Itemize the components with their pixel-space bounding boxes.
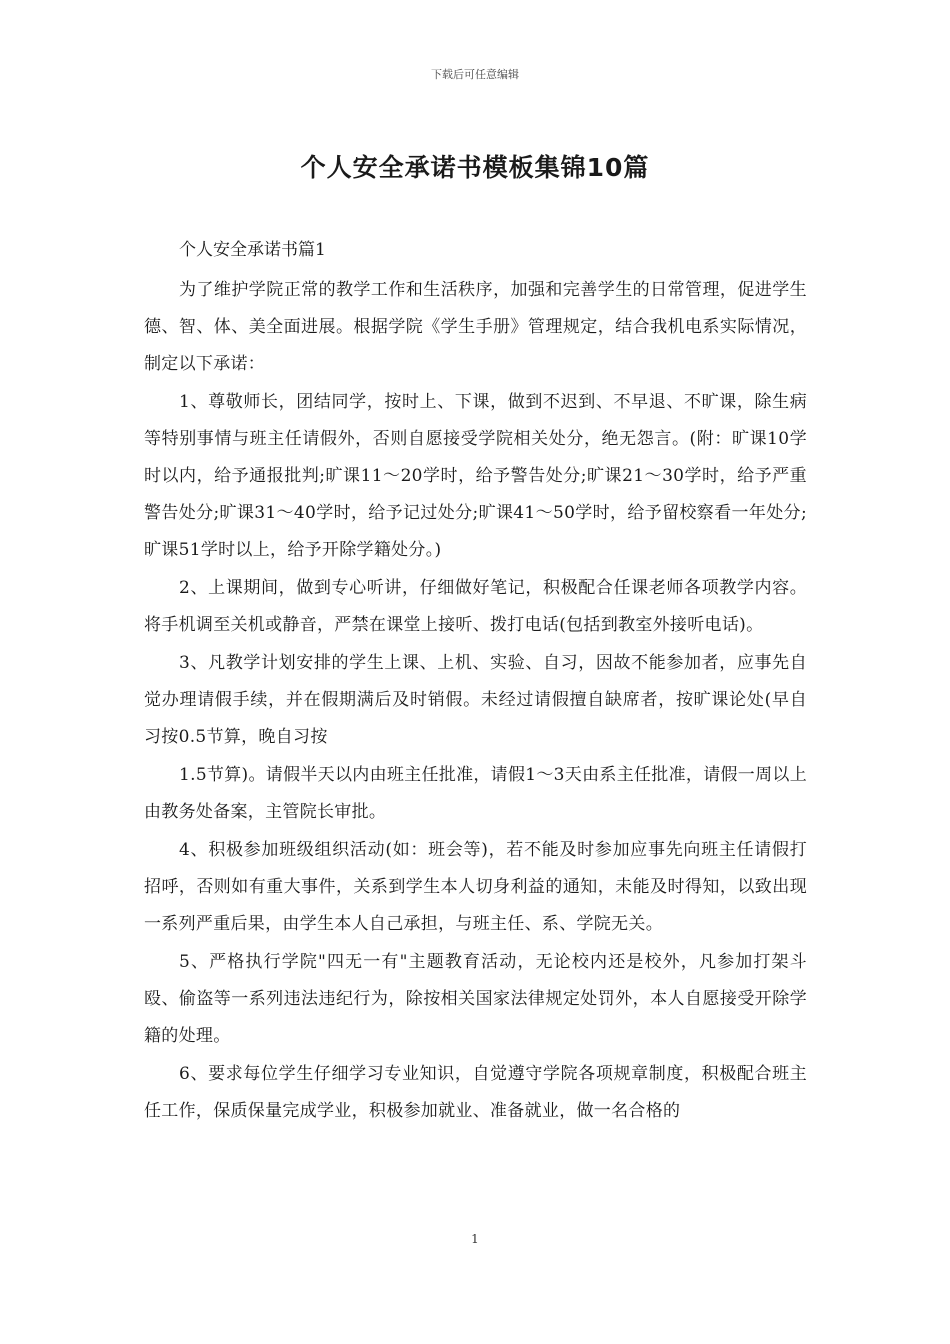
paragraph-item-3-continued: 1.5节算)。请假半天以内由班主任批准，请假1～3天由系主任批准，请假一周以上由教务处备案，主管院长审批。 (144, 765, 807, 822)
paragraph-item-2: 2、上课期间，做到专心听讲，仔细做好笔记，积极配合任课老师各项教学内容。将手机调至关机或静音，严禁在课堂上接听、拨打电话(包括到教室外接听电话)。 (144, 578, 807, 635)
header-note: 下载后可任意编辑 (431, 68, 519, 81)
paragraph-intro: 为了维护学院正常的教学工作和生活秩序，加强和完善学生的日常管理，促进学生德、智、体、美全面进展。根据学院《学生手册》管理规定，结合我机电系实际情况，制定以下承诺： (144, 280, 807, 374)
document-title: 个人安全承诺书模板集锦10篇 (300, 153, 650, 182)
paragraph-item-6: 6、要求每位学生仔细学习专业知识，自觉遵守学院各项规章制度，积极配合班主任工作，保质保量完成学业，积极参加就业、准备就业，做一名合格的 (144, 1064, 807, 1121)
paragraph-item-1: 1、尊敬师长，团结同学，按时上、下课，做到不迟到、不早退、不旷课，除生病等特别事情与班主任请假外，否则自愿接受学院相关处分，绝无怨言。(附：旷课10学时以内，给予通报批判;旷课11～20学时，给予警告处分;旷课21～30学时，给予严重警告处分;旷课31～40学时，给予记过处分;旷课41～50学时，给予留校察看一年处分;旷课51学时以上，给予开除学籍处分。) (144, 392, 807, 560)
paragraph-item-5: 5、严格执行学院"四无一有"主题教育活动，无论校内还是校外，凡参加打架斗殴、偷盗等一系列违法违纪行为，除按相关国家法律规定处罚外，本人自愿接受开除学籍的处理。 (144, 952, 807, 1046)
page-number: 1 (471, 1232, 479, 1246)
paragraph-item-4: 4、积极参加班级组织活动(如：班会等)，若不能及时参加应事先向班主任请假打招呼，否则如有重大事件，关系到学生本人切身利益的通知，未能及时得知，以致出现一系列严重后果，由学生本人自己承担，与班主任、系、学院无关。 (144, 840, 807, 934)
document-body (144, 232, 807, 1131)
paragraph-item-3: 3、凡教学计划安排的学生上课、上机、实验、自习，因故不能参加者，应事先自觉办理请假手续，并在假期满后及时销假。未经过请假擅自缺席者，按旷课论处(早自习按0.5节算，晚自习按 (144, 653, 807, 747)
section-heading: 个人安全承诺书篇1 (179, 240, 326, 260)
